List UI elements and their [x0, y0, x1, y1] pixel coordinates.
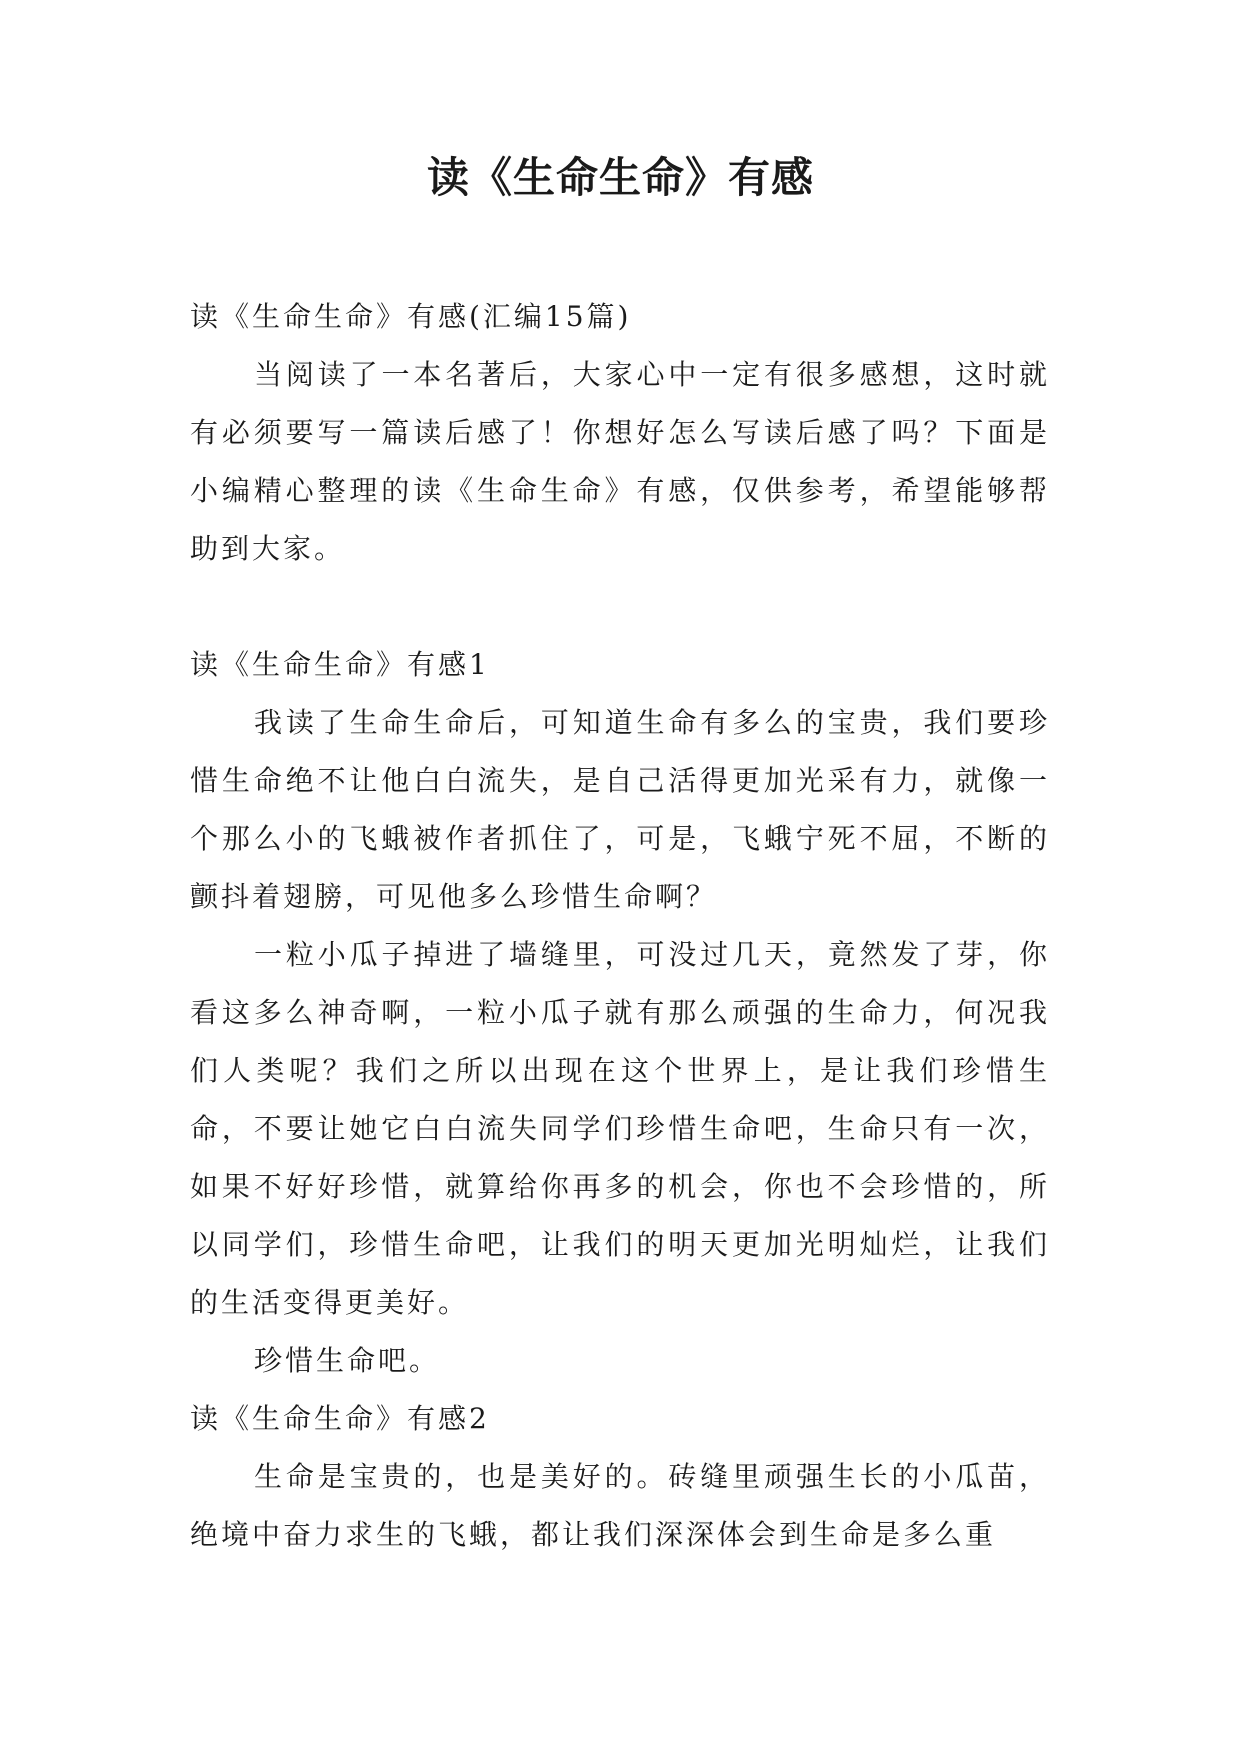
document-title: 读《生命生命》有感	[426, 153, 814, 202]
section-paragraph: 生命是宝贵的，也是美好的。砖缝里顽强生长的小瓜苗，绝境中奋力求生的飞蛾，都让我们深深体会到生命是多么重	[190, 1460, 1050, 1551]
document-subtitle: 读《生命生命》有感(汇编15篇)	[190, 300, 632, 333]
section-paragraph: 珍惜生命吧。	[254, 1344, 441, 1377]
section-paragraph: 我读了生命生命后，可知道生命有多么的宝贵，我们要珍惜生命绝不让他白白流失，是自己活得更加光采有力，就像一个那么小的飞蛾被作者抓住了，可是，飞蛾宁死不屈，不断的颤抖着翅膀，可见他多么珍惜生命啊？	[190, 706, 1050, 913]
intro-paragraph: 当阅读了一本名著后，大家心中一定有很多感想，这时就有必须要写一篇读后感了！你想好怎么写读后感了吗？下面是小编精心整理的读《生命生命》有感，仅供参考，希望能够帮助到大家。	[190, 358, 1050, 565]
document-body	[190, 288, 1050, 1564]
section-spacer	[190, 578, 1050, 636]
section-paragraph: 一粒小瓜子掉进了墙缝里，可没过几天，竟然发了芽，你看这多么神奇啊，一粒小瓜子就有那么顽强的生命力，何况我们人类呢？我们之所以出现在这个世界上，是让我们珍惜生命，不要让她它白白流失同学们珍惜生命吧，生命只有一次，如果不好好珍惜，就算给你再多的机会，你也不会珍惜的，所以同学们，珍惜生命吧，让我们的明天更加光明灿烂，让我们的生活变得更美好。	[190, 938, 1050, 1319]
section-heading: 读《生命生命》有感2	[190, 1402, 490, 1435]
section-heading: 读《生命生命》有感1	[190, 648, 490, 681]
